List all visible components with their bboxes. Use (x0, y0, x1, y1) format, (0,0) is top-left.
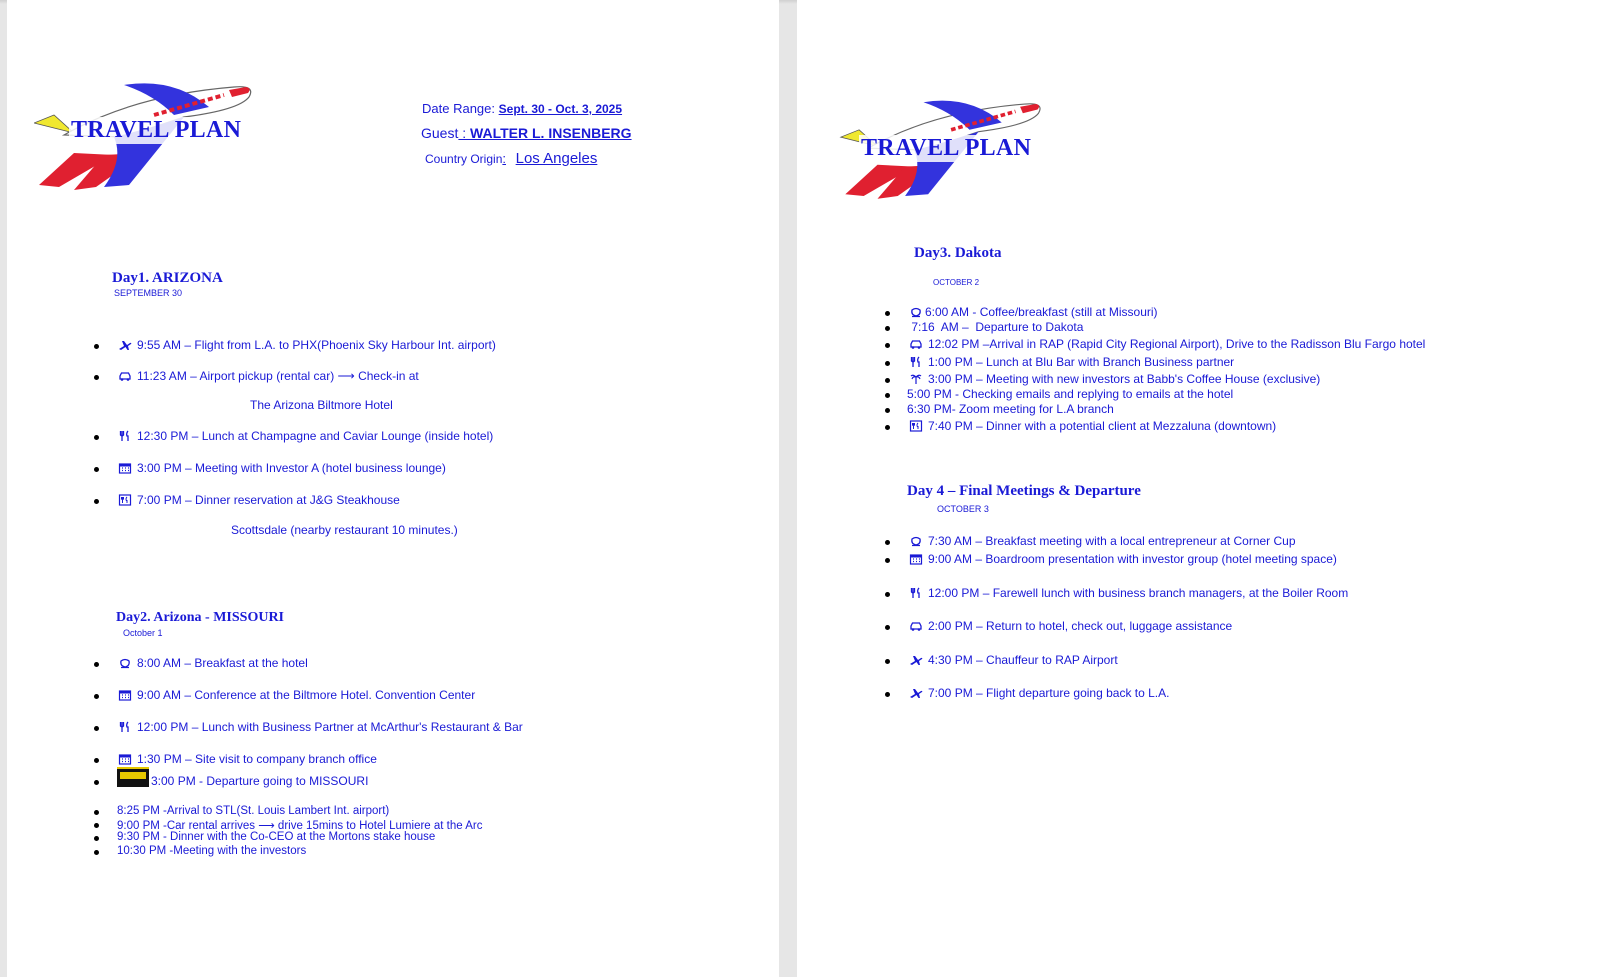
day1-item-1-text: 9:55 AM – Flight from L.A. to PHX(Phoenix Sky Harbour Int. airport) (137, 338, 496, 352)
bullet (885, 625, 890, 630)
country-origin-value: Los Angeles (515, 150, 598, 167)
day1-item-3-text: 12:30 PM – Lunch at Champagne and Caviar Lounge (inside hotel) (137, 429, 494, 443)
travel-plan-logo (34, 75, 274, 205)
day3-item-7-text: 6:30 PM- Zoom meeting for L.A branch (907, 402, 1114, 416)
plane-icon (909, 654, 923, 666)
restaurant-icon (118, 494, 132, 506)
calendar-icon (118, 689, 132, 701)
bullet (885, 558, 890, 563)
bullet (94, 850, 99, 855)
palm-tree-icon (909, 373, 923, 385)
date-range-line (422, 101, 622, 116)
day3-item-4-text: 1:00 PM – Lunch at Blu Bar with Branch Business partner (928, 355, 1235, 369)
guest-colon: : (458, 125, 471, 141)
calendar-icon (909, 553, 923, 565)
bullet (885, 408, 890, 413)
date-range-label: Date Range (422, 101, 492, 116)
day2-item-3-text: 12:00 PM – Lunch with Business Partner at McArthur's Restaurant & Bar (137, 720, 523, 734)
day2-item-4-text: 1:30 PM – Site visit to company branch office (137, 752, 377, 766)
country-origin-colon: : (502, 151, 506, 166)
day2-item-5-text: 3:00 PM - Departure going to MISSOURI (151, 774, 369, 788)
bullet (885, 311, 890, 316)
bullet (94, 662, 99, 667)
day2-item-7-text: 9:00 PM -Car rental arrives ⟶ drive 15mins to Hotel Lumiere at the Arc (117, 820, 483, 832)
day4-item-6-text: 7:00 PM – Flight departure going back to L.A. (928, 686, 1170, 700)
day3-item-2-text: 7:16 AM – Departure to Dakota (908, 320, 1084, 334)
logo-title: TRAVEL PLAN (71, 117, 242, 143)
logo-title: TRAVEL PLAN (861, 135, 1032, 161)
bullet (94, 758, 99, 763)
coffee-icon (118, 657, 132, 669)
date-range-colon: : (491, 101, 496, 116)
document-page-2 (797, 0, 1607, 977)
day2-item-2-text: 9:00 AM – Conference at the Biltmore Hotel. Convention Center (137, 688, 476, 702)
bullet (885, 692, 890, 697)
departure-sign-icon (117, 767, 149, 787)
document-page-1 (7, 0, 779, 977)
day3-item-5-text: 3:00 PM – Meeting with new investors at Babb's Coffee House (exclusive) (928, 372, 1321, 386)
day1-item-2-text: 11:23 AM – Airport pickup (rental car) ⟶ Check-in at (137, 369, 419, 383)
day3-item-6-text: 5:00 PM - Checking emails and replying to emails at the hotel (907, 387, 1234, 401)
bullet (94, 499, 99, 504)
plane-icon (909, 687, 923, 699)
day2-title: Day2. Arizona - MISSOURI (116, 610, 285, 625)
day3-item-1-text: 6:00 AM - Coffee/breakfast (still at Missouri) (925, 305, 1158, 319)
car-icon (909, 338, 923, 350)
car-icon (118, 370, 132, 382)
guest-value: WALTER L. INSENBERG (470, 125, 632, 141)
bullet (885, 361, 890, 366)
date-range-value: Sept. 30 - Oct. 3, 2025 (498, 102, 623, 116)
day4-title: Day 4 – Final Meetings & Departure (907, 483, 1141, 499)
day4-item-5-text: 4:30 PM – Chauffeur to RAP Airport (928, 653, 1118, 667)
day4-item-2-text: 9:00 AM – Boardroom presentation with investor group (hotel meeting space) (928, 552, 1337, 566)
day4-date: OCTOBER 3 (937, 504, 989, 514)
bullet (885, 592, 890, 597)
bullet (94, 375, 99, 380)
day1-item-5-text: 7:00 PM – Dinner reservation at J&G Steakhouse (137, 493, 400, 507)
day2-item-8-text: 9:30 PM - Dinner with the Co-CEO at the Mortons stake house (117, 831, 436, 843)
day3-title: Day3. Dakota (914, 245, 1002, 261)
bullet (885, 540, 890, 545)
day2-item-1-text: 8:00 AM – Breakfast at the hotel (137, 656, 308, 670)
bullet (885, 659, 890, 664)
guest-line (421, 125, 632, 141)
day1-restaurant-location: Scottsdale (nearby restaurant 10 minutes.) (231, 523, 458, 537)
day4-item-3-text: 12:00 PM – Farewell lunch with business branch managers, at the Boiler Room (928, 586, 1349, 600)
car-icon (909, 620, 923, 632)
day3-item-8-text: 7:40 PM – Dinner with a potential client at Mezzaluna (downtown) (928, 419, 1277, 433)
day2-item-6-text: 8:25 PM -Arrival to STL(St. Louis Lambert Int. airport) (117, 805, 390, 817)
restaurant-icon (909, 420, 923, 432)
bullet (94, 810, 99, 815)
bullet (885, 393, 890, 398)
day1-item-4-text: 3:00 PM – Meeting with Investor A (hotel business lounge) (137, 461, 446, 475)
bullet (94, 467, 99, 472)
bullet (94, 435, 99, 440)
fork-knife-icon (118, 430, 132, 442)
bullet (94, 694, 99, 699)
fork-knife-icon (118, 721, 132, 733)
day2-date: October 1 (123, 628, 163, 638)
coffee-icon (909, 306, 923, 318)
bullet (885, 378, 890, 383)
calendar-icon (118, 753, 132, 765)
bullet (94, 726, 99, 731)
travel-plan-logo (839, 93, 1079, 223)
coffee-icon (909, 535, 923, 547)
bullet (885, 326, 890, 331)
day4-item-4-text: 2:00 PM – Return to hotel, check out, luggage assistance (928, 619, 1233, 633)
bullet (94, 780, 99, 785)
bullet (885, 343, 890, 348)
day1-date: SEPTEMBER 30 (114, 288, 183, 298)
day3-date: OCTOBER 2 (933, 278, 980, 287)
bullet (885, 425, 890, 430)
fork-knife-icon (909, 356, 923, 368)
day1-title: Day1. ARIZONA (112, 270, 223, 286)
country-origin-line (425, 150, 597, 167)
calendar-icon (118, 462, 132, 474)
bullet (94, 836, 99, 841)
day4-item-1-text: 7:30 AM – Breakfast meeting with a local entrepreneur at Corner Cup (928, 534, 1296, 548)
day3-item-3-text: 12:02 PM –Arrival in RAP (Rapid City Regional Airport), Drive to the Radisson Blu Fargo hotel (928, 337, 1426, 351)
fork-knife-icon (909, 587, 923, 599)
day1-hotel-name: The Arizona Biltmore Hotel (250, 398, 393, 412)
day2-item-9-text: 10:30 PM -Meeting with the investors (117, 845, 307, 857)
bullet (94, 823, 99, 828)
plane-icon (118, 339, 132, 351)
bullet (94, 344, 99, 349)
guest-label: Guest (421, 125, 459, 141)
country-origin-label: Country Origin (425, 152, 503, 166)
